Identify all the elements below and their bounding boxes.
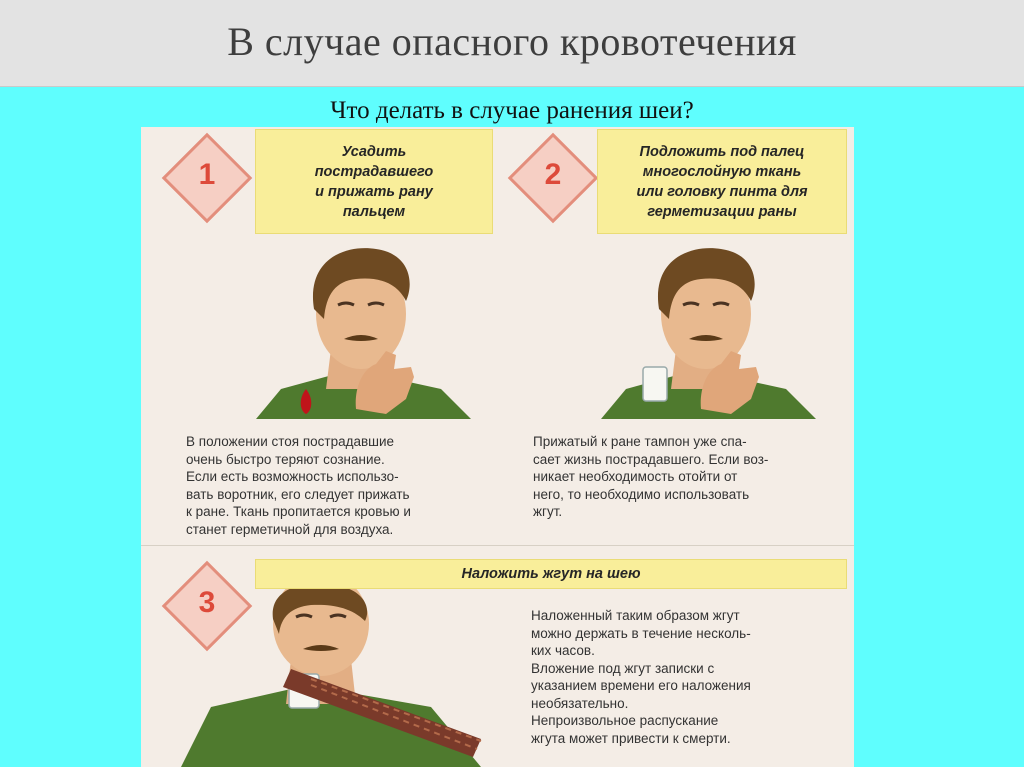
slide-subtitle: Что делать в случае ранения шеи? (330, 97, 694, 124)
step-2-number: 2 (544, 158, 562, 191)
step-3-text: Наложенный таким образом жгут можно держать в течение несколь- ких часов. Вложение под жгут записки с указанием времени его наложения необязательно. Непроизвольное распускание жгута может привести к смерти. (531, 608, 751, 746)
slide-title: В случае опасного кровотечения (227, 19, 797, 64)
instruction-panel (141, 127, 854, 767)
step-2-text: Прижатый к ране тампон уже спа- сает жизнь пострадавшего. Если воз- никает необходимость отойти от него, то необходимо использовать жгут. (533, 434, 769, 519)
bandage-pad-icon (643, 367, 667, 401)
step-1-text: В положении стоя пострадавшие очень быстро теряют сознание. Если есть возможность использо- вать воротник, его следует прижать к ране. Ткань пропитается кровью и станет герметичной для воздуха. (186, 434, 411, 537)
title-bar (0, 0, 1024, 87)
section-divider (141, 545, 854, 546)
step-1-caption: Усадить пострадавшего и прижать рану пальцем (255, 129, 493, 234)
step-2-illustration (581, 239, 826, 419)
step-1-number: 1 (198, 158, 216, 191)
step-3-illustration (181, 589, 521, 767)
step-2-caption: Подложить под палец многослойную ткань или головку пинта для герметизации раны (597, 129, 847, 234)
step-3-caption: Наложить жгут на шею (255, 559, 847, 589)
step-1-illustration (236, 239, 481, 419)
step-3-number: 3 (198, 586, 216, 619)
